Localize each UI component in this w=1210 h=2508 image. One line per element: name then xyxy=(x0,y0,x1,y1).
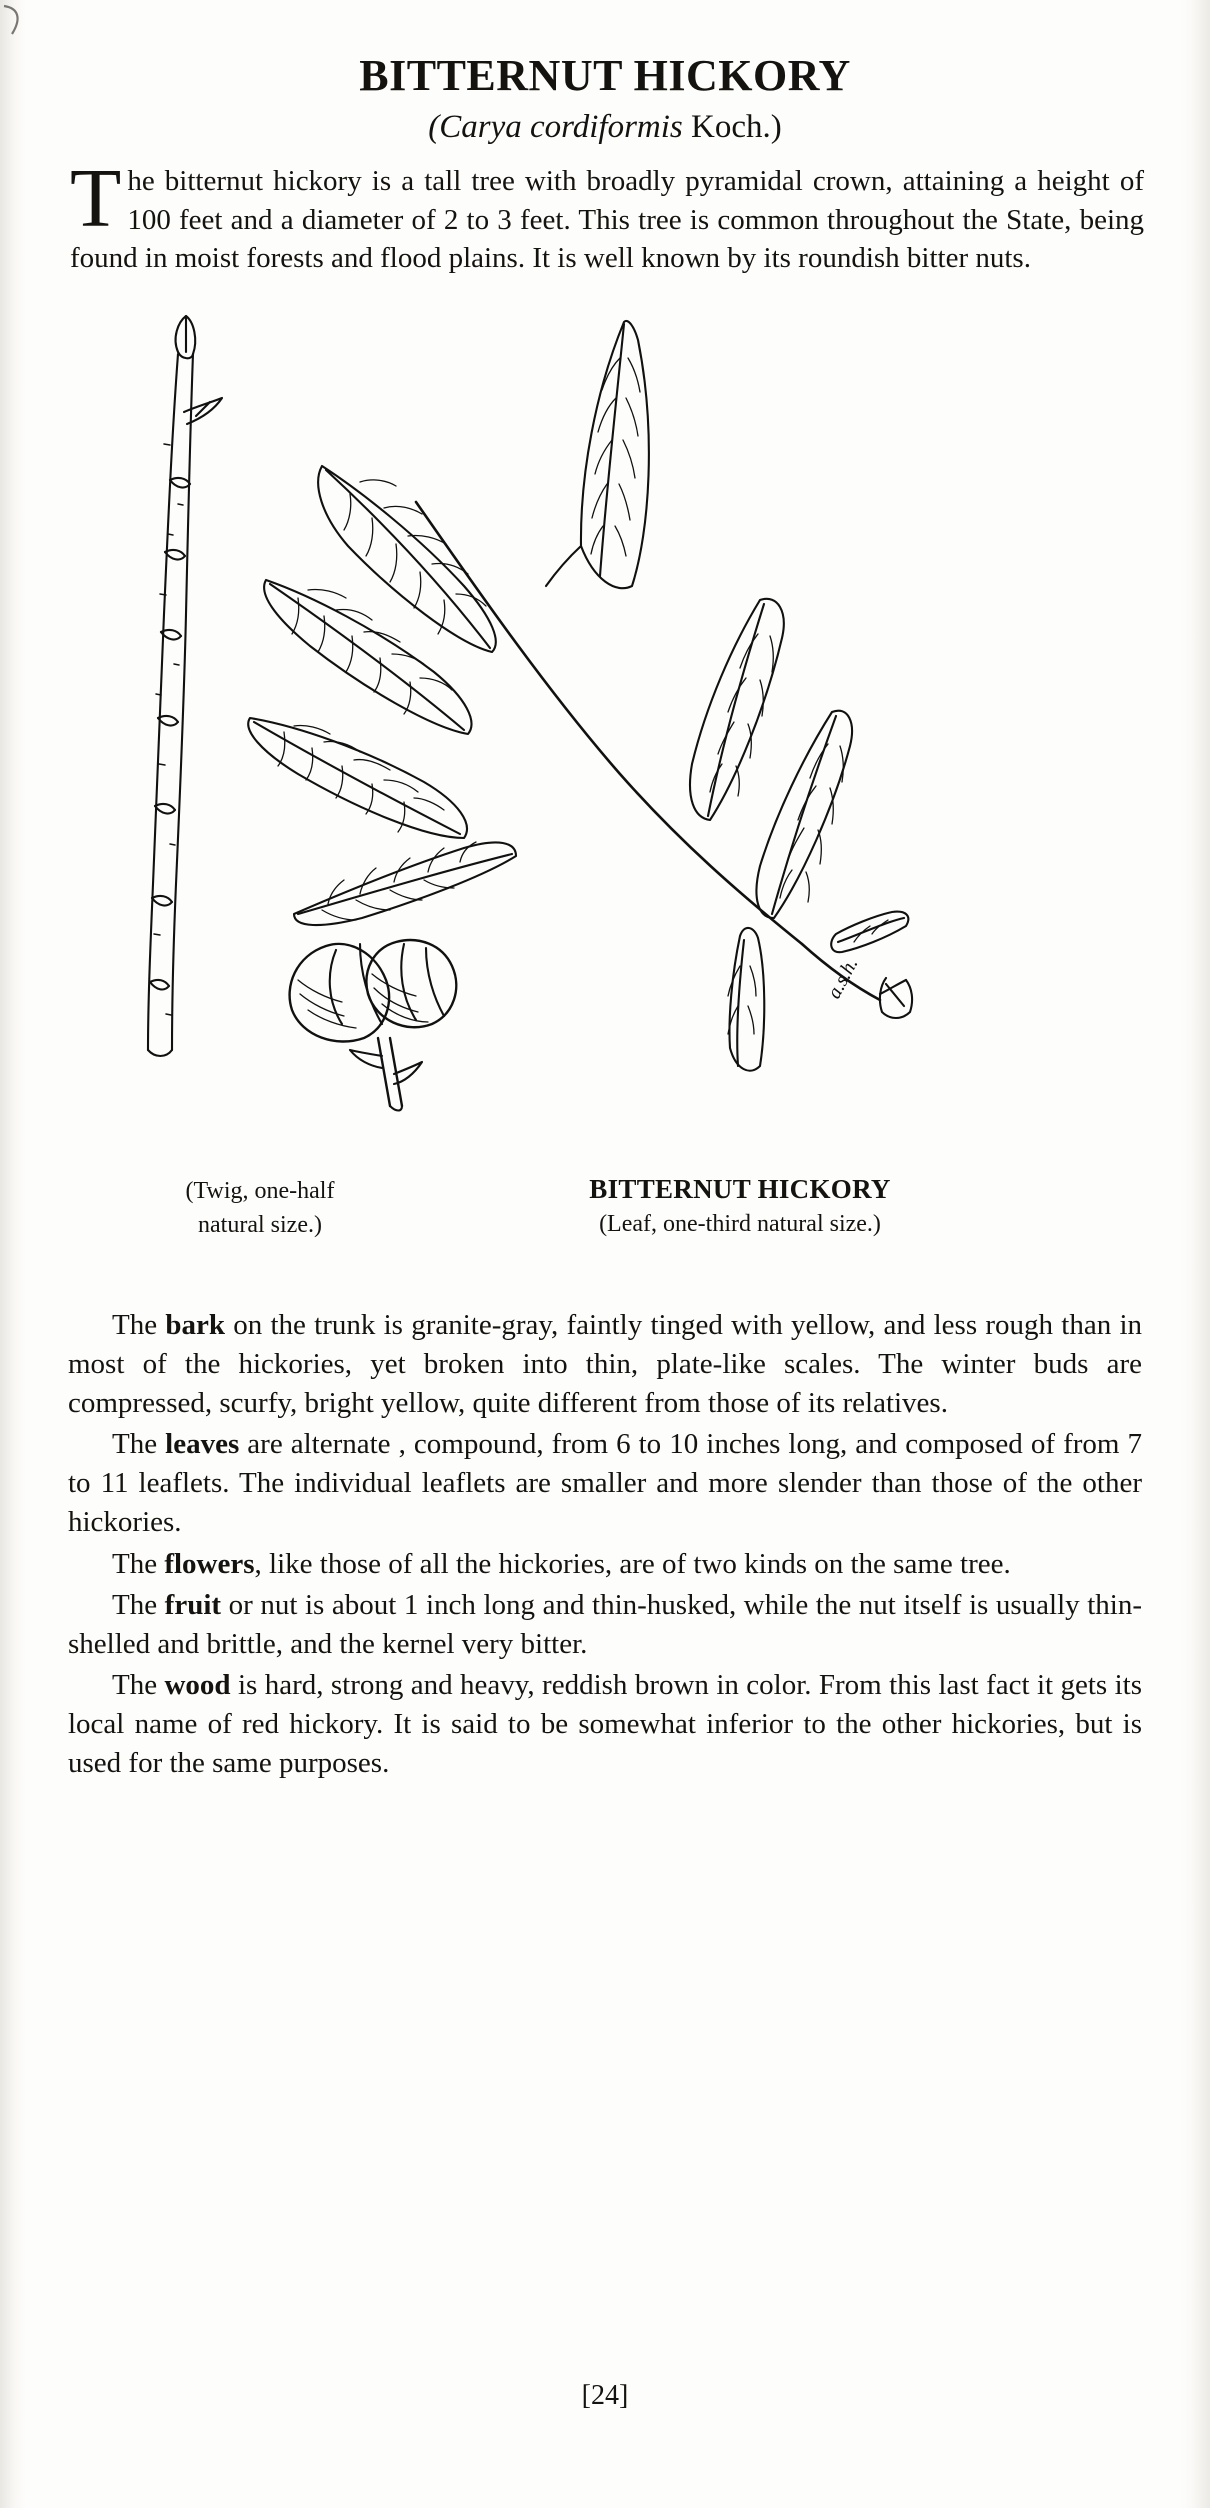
intro-paragraph xyxy=(70,152,1144,278)
scientific-name-authority: Koch.) xyxy=(682,109,782,145)
scientific-name-latin: (Carya cordiformis xyxy=(428,109,683,145)
page-edge-shadow-left xyxy=(0,0,26,2508)
leaf-caption-subtitle: (Leaf, one-third natural size.) xyxy=(599,1210,881,1237)
paragraph-keyword: wood xyxy=(164,1668,231,1701)
leaf-caption xyxy=(480,1174,1000,1238)
paragraph-keyword: flowers xyxy=(164,1547,255,1580)
paragraph-lead: The xyxy=(112,1308,166,1341)
paragraph-text: or nut is about 1 inch long and thin-husked, while the nut itself is usually thin-shelled and brittle, and the kernel very bitter. xyxy=(68,1588,1143,1660)
paragraph-lead: The xyxy=(112,1547,165,1580)
paragraph-text: is hard, strong and heavy, reddish brown in color. From this last fact it gets its local name of red hickory. It is said to be somewhat inferior to the other hickories, but is used for the same purposes. xyxy=(68,1668,1142,1780)
compound-leaf-drawing xyxy=(248,321,912,1071)
intro-text: he bitternut hickory is a tall tree with broadly pyramidal crown, attaining a height of 100 feet and a diameter of 2 to 3 feet. This tree is common throughout the State, being found in moist forests and flood plains. It is well known by its roundish bitter nuts. xyxy=(70,165,1144,275)
nut-drawing xyxy=(290,940,457,1110)
twig-caption-line1: (Twig, one-half xyxy=(185,1177,335,1204)
paragraph-keyword: fruit xyxy=(164,1588,222,1621)
scientific-name xyxy=(60,109,1150,146)
paragraph-lead: The xyxy=(112,1428,166,1461)
paragraph-fruit xyxy=(68,1586,1142,1664)
paragraph-bark xyxy=(68,1306,1142,1423)
twig-caption-line2: natural size.) xyxy=(198,1212,322,1239)
paragraph-flowers xyxy=(68,1545,1142,1584)
paragraph-keyword: bark xyxy=(165,1308,225,1341)
twig-drawing xyxy=(148,316,222,1056)
artist-signature: a.s.h. xyxy=(822,953,863,1003)
leaf-caption-title: BITTERNUT HICKORY xyxy=(589,1173,891,1204)
paragraph-leaves xyxy=(68,1425,1142,1542)
drop-cap: T xyxy=(70,152,122,245)
illustration-captions xyxy=(60,1174,1150,1284)
description-body xyxy=(68,1306,1142,1784)
page-number: [24] xyxy=(581,2380,629,2411)
bitternut-hickory-illustration xyxy=(60,294,1150,1174)
page-corner-mark-icon xyxy=(2,4,32,38)
paragraph-keyword: leaves xyxy=(165,1428,240,1461)
page-content xyxy=(60,38,1150,1785)
paragraph-text: , like those of all the hickories, are of two kinds on the same tree. xyxy=(254,1547,1011,1580)
paragraph-wood xyxy=(68,1666,1142,1783)
illustration-plate xyxy=(60,294,1150,1174)
paragraph-lead: The xyxy=(112,1668,165,1701)
page-edge-shadow-right xyxy=(1180,0,1210,2508)
paragraph-lead: The xyxy=(112,1588,165,1621)
paragraph-text: on the trunk is granite-gray, faintly tinged with yellow, and less rough than in most of the hickories, yet broken into thin, plate-like scales. The winter buds are compressed, scurfy, bright yellow, quite different from those of its relatives. xyxy=(68,1308,1143,1419)
page-title: BITTERNUT HICKORY xyxy=(359,51,851,100)
twig-caption xyxy=(100,1174,420,1244)
paragraph-text: are alternate , compound, from 6 to 10 inches long, and composed of from 7 to 11 leaflets. The individual leaflets are smaller and more slender than those of the other hickories. xyxy=(68,1428,1142,1539)
